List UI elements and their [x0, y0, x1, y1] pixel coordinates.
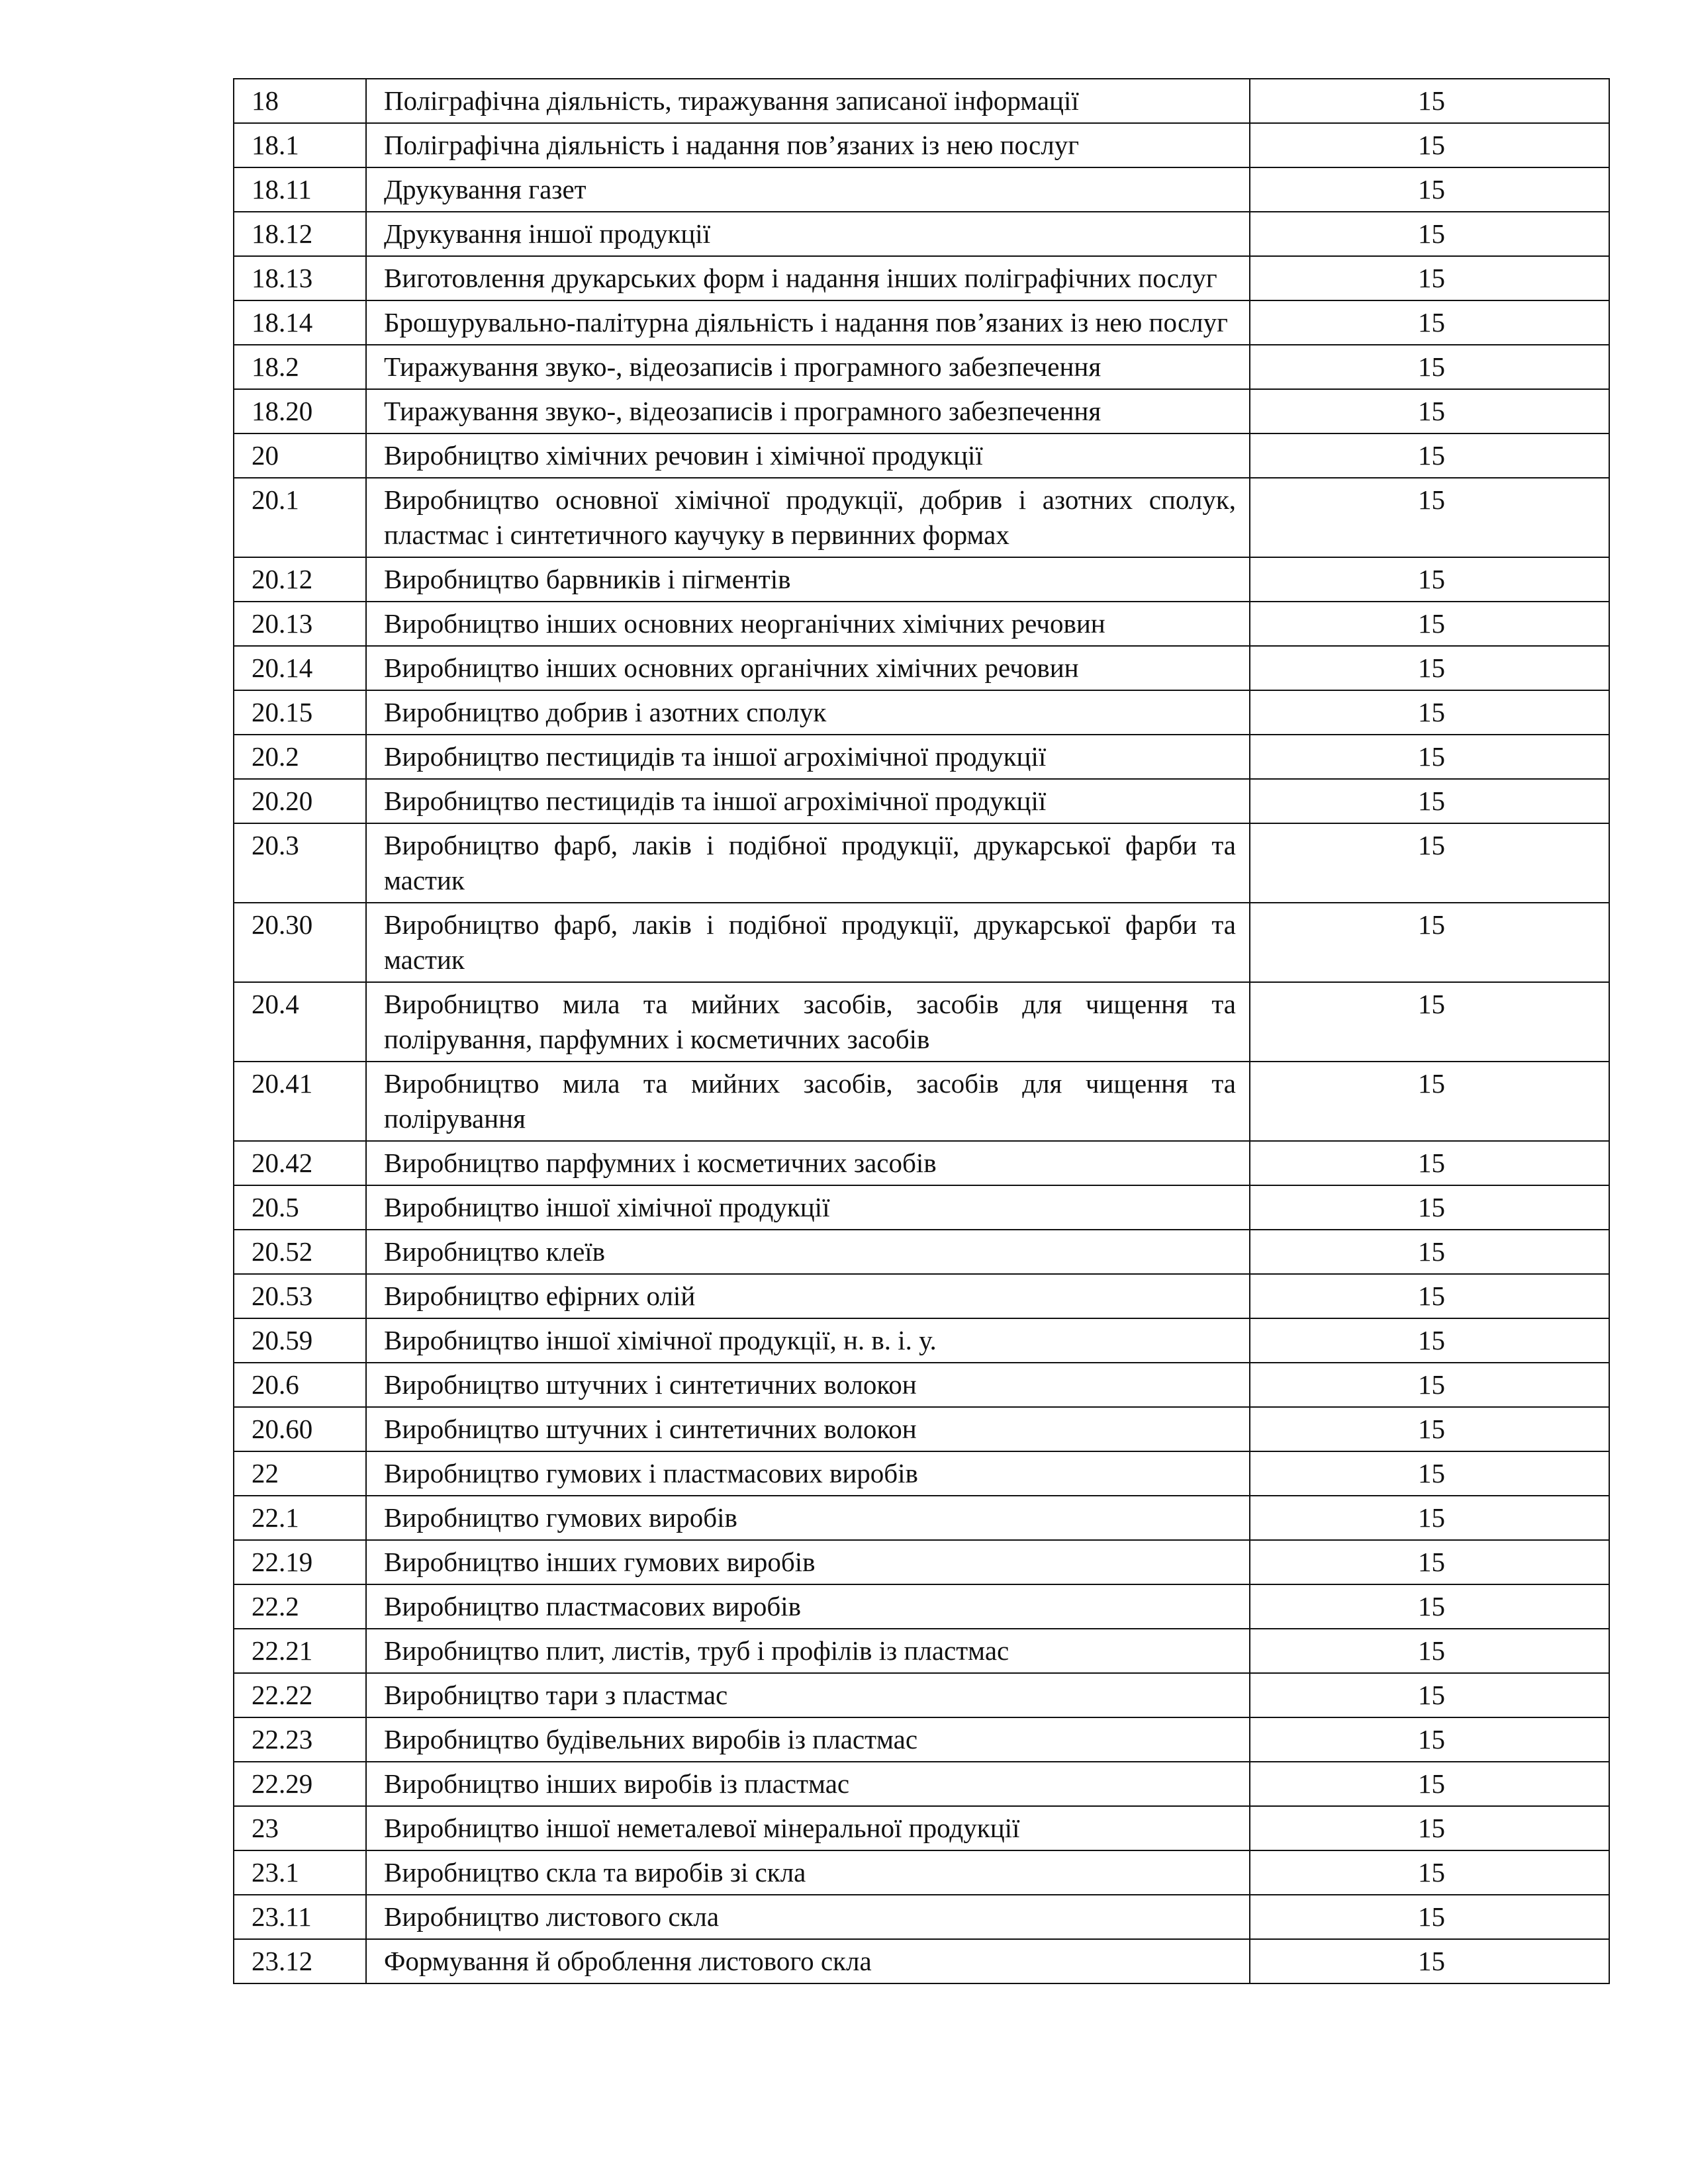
activity-name-cell: Виробництво клеїв — [366, 1230, 1250, 1274]
table-row — [234, 1141, 1609, 1185]
activity-name-cell: Виробництво хімічних речовин і хімічної продукції — [366, 433, 1250, 478]
activity-name-cell: Виготовлення друкарських форм і надання інших поліграфічних послуг — [366, 256, 1250, 300]
rate-cell: 15 — [1250, 602, 1609, 646]
table-row — [234, 903, 1609, 982]
table-row — [234, 1806, 1609, 1850]
activity-code-cell: 18.14 — [234, 300, 366, 345]
activity-code-cell: 20.5 — [234, 1185, 366, 1230]
activity-name-cell: Виробництво тари з пластмас — [366, 1673, 1250, 1717]
table-row — [234, 823, 1609, 903]
activity-code-cell: 22.19 — [234, 1540, 366, 1584]
table-row — [234, 1274, 1609, 1318]
activity-code-cell: 23.11 — [234, 1895, 366, 1939]
rate-cell: 15 — [1250, 1274, 1609, 1318]
table-row — [234, 1895, 1609, 1939]
table-row — [234, 256, 1609, 300]
rate-cell: 15 — [1250, 735, 1609, 779]
table-row — [234, 478, 1609, 557]
activity-code-cell: 22.1 — [234, 1496, 366, 1540]
activity-name-cell: Виробництво пестицидів та іншої агрохімічної продукції — [366, 779, 1250, 823]
activity-name-cell: Виробництво добрив і азотних сполук — [366, 690, 1250, 735]
table-row — [234, 1363, 1609, 1407]
rate-cell: 15 — [1250, 1496, 1609, 1540]
activity-code-cell: 18.1 — [234, 123, 366, 167]
activity-name-cell: Виробництво штучних і синтетичних волокон — [366, 1363, 1250, 1407]
activity-name-cell: Поліграфічна діяльність, тиражування записаної інформації — [366, 79, 1250, 123]
rate-cell: 15 — [1250, 1062, 1609, 1141]
activity-code-cell: 20.52 — [234, 1230, 366, 1274]
activity-code-cell: 20.14 — [234, 646, 366, 690]
activity-code-cell: 22.29 — [234, 1762, 366, 1806]
rate-cell: 15 — [1250, 1451, 1609, 1496]
activity-name-cell: Виробництво іншої неметалевої мінеральної продукції — [366, 1806, 1250, 1850]
table-row — [234, 557, 1609, 602]
activity-name-cell: Тиражування звуко-, відеозаписів і програмного забезпечення — [366, 345, 1250, 389]
activity-name-cell: Виробництво скла та виробів зі скла — [366, 1850, 1250, 1895]
activity-code-cell: 23 — [234, 1806, 366, 1850]
table-row — [234, 123, 1609, 167]
activity-name-cell: Тиражування звуко-, відеозаписів і програмного забезпечення — [366, 389, 1250, 433]
activity-name-cell: Виробництво іншої хімічної продукції, н. в. і. у. — [366, 1318, 1250, 1363]
activity-name-cell: Виробництво барвників і пігментів — [366, 557, 1250, 602]
activity-name-cell: Виробництво основної хімічної продукції, добрив і азотних сполук, пластмас і синтетичного каучуку в первинних формах — [366, 478, 1250, 557]
table-row — [234, 1185, 1609, 1230]
activity-name-cell: Друкування газет — [366, 167, 1250, 212]
table-row — [234, 1717, 1609, 1762]
activity-name-cell: Виробництво інших основних неорганічних хімічних речовин — [366, 602, 1250, 646]
activity-code-cell: 22.21 — [234, 1629, 366, 1673]
table-row — [234, 1496, 1609, 1540]
activity-name-cell: Виробництво плит, листів, труб і профілів із пластмас — [366, 1629, 1250, 1673]
activity-code-cell: 20 — [234, 433, 366, 478]
activity-code-cell: 22.23 — [234, 1717, 366, 1762]
activity-name-cell: Поліграфічна діяльність і надання пов’язаних із нею послуг — [366, 123, 1250, 167]
rate-cell: 15 — [1250, 557, 1609, 602]
activity-codes-table — [233, 78, 1610, 1984]
table-row — [234, 1762, 1609, 1806]
table-row — [234, 1540, 1609, 1584]
rate-cell: 15 — [1250, 1584, 1609, 1629]
table-row — [234, 646, 1609, 690]
table-row — [234, 1673, 1609, 1717]
activity-name-cell: Виробництво мила та мийних засобів, засобів для чищення та полірування — [366, 1062, 1250, 1141]
rate-cell: 15 — [1250, 982, 1609, 1062]
rate-cell: 15 — [1250, 1141, 1609, 1185]
table-row — [234, 1939, 1609, 1983]
activity-name-cell: Виробництво парфумних і косметичних засобів — [366, 1141, 1250, 1185]
activity-name-cell: Виробництво інших виробів із пластмас — [366, 1762, 1250, 1806]
table-body — [234, 79, 1609, 1983]
activity-code-cell: 22.22 — [234, 1673, 366, 1717]
table-row — [234, 167, 1609, 212]
activity-code-cell: 18.12 — [234, 212, 366, 256]
activity-name-cell: Виробництво пластмасових виробів — [366, 1584, 1250, 1629]
rate-cell: 15 — [1250, 433, 1609, 478]
activity-code-cell: 20.42 — [234, 1141, 366, 1185]
table-row — [234, 1850, 1609, 1895]
table-row — [234, 1451, 1609, 1496]
activity-code-cell: 18 — [234, 79, 366, 123]
activity-code-cell: 20.4 — [234, 982, 366, 1062]
rate-cell: 15 — [1250, 256, 1609, 300]
rate-cell: 15 — [1250, 1762, 1609, 1806]
table-row — [234, 300, 1609, 345]
rate-cell: 15 — [1250, 478, 1609, 557]
rate-cell: 15 — [1250, 646, 1609, 690]
rate-cell: 15 — [1250, 1895, 1609, 1939]
rate-cell: 15 — [1250, 690, 1609, 735]
activity-name-cell: Виробництво будівельних виробів із пластмас — [366, 1717, 1250, 1762]
rate-cell: 15 — [1250, 1540, 1609, 1584]
activity-code-cell: 20.60 — [234, 1407, 366, 1451]
activity-code-cell: 20.12 — [234, 557, 366, 602]
rate-cell: 15 — [1250, 212, 1609, 256]
table-row — [234, 982, 1609, 1062]
table-row — [234, 1584, 1609, 1629]
rate-cell: 15 — [1250, 823, 1609, 903]
activity-name-cell: Виробництво пестицидів та іншої агрохімічної продукції — [366, 735, 1250, 779]
activity-name-cell: Виробництво ефірних олій — [366, 1274, 1250, 1318]
table-row — [234, 779, 1609, 823]
activity-code-cell: 22 — [234, 1451, 366, 1496]
table-row — [234, 433, 1609, 478]
table-row — [234, 735, 1609, 779]
rate-cell: 15 — [1250, 1318, 1609, 1363]
activity-code-cell: 18.2 — [234, 345, 366, 389]
activity-name-cell: Виробництво фарб, лаків і подібної продукції, друкарської фарби та мастик — [366, 903, 1250, 982]
activity-code-cell: 20.1 — [234, 478, 366, 557]
table-row — [234, 1062, 1609, 1141]
rate-cell: 15 — [1250, 903, 1609, 982]
rate-cell: 15 — [1250, 345, 1609, 389]
activity-code-cell: 18.13 — [234, 256, 366, 300]
rate-cell: 15 — [1250, 1407, 1609, 1451]
rate-cell: 15 — [1250, 1185, 1609, 1230]
activity-code-cell: 20.30 — [234, 903, 366, 982]
activity-name-cell: Виробництво гумових і пластмасових виробів — [366, 1451, 1250, 1496]
rate-cell: 15 — [1250, 1850, 1609, 1895]
activity-name-cell: Друкування іншої продукції — [366, 212, 1250, 256]
rate-cell: 15 — [1250, 779, 1609, 823]
rate-cell: 15 — [1250, 123, 1609, 167]
activity-code-cell: 20.2 — [234, 735, 366, 779]
activity-code-cell: 18.11 — [234, 167, 366, 212]
rate-cell: 15 — [1250, 1673, 1609, 1717]
activity-name-cell: Виробництво штучних і синтетичних волокон — [366, 1407, 1250, 1451]
table-row — [234, 1407, 1609, 1451]
rate-cell: 15 — [1250, 1939, 1609, 1983]
rate-cell: 15 — [1250, 300, 1609, 345]
table-row — [234, 1629, 1609, 1673]
activity-code-cell: 20.53 — [234, 1274, 366, 1318]
activity-name-cell: Виробництво мила та мийних засобів, засобів для чищення та полірування, парфумних і косметичних засобів — [366, 982, 1250, 1062]
activity-name-cell: Виробництво інших гумових виробів — [366, 1540, 1250, 1584]
activity-name-cell: Виробництво гумових виробів — [366, 1496, 1250, 1540]
activity-code-cell: 23.12 — [234, 1939, 366, 1983]
activity-name-cell: Виробництво іншої хімічної продукції — [366, 1185, 1250, 1230]
rate-cell: 15 — [1250, 1629, 1609, 1673]
rate-cell: 15 — [1250, 79, 1609, 123]
activity-code-cell: 20.13 — [234, 602, 366, 646]
activity-name-cell: Виробництво листового скла — [366, 1895, 1250, 1939]
table-row — [234, 1318, 1609, 1363]
rate-cell: 15 — [1250, 1717, 1609, 1762]
activity-name-cell: Брошурувально-палітурна діяльність і надання пов’язаних із нею послуг — [366, 300, 1250, 345]
activity-code-cell: 18.20 — [234, 389, 366, 433]
rate-cell: 15 — [1250, 167, 1609, 212]
activity-code-cell: 20.20 — [234, 779, 366, 823]
table-row — [234, 602, 1609, 646]
table-row — [234, 690, 1609, 735]
activity-name-cell: Виробництво інших основних органічних хімічних речовин — [366, 646, 1250, 690]
rate-cell: 15 — [1250, 1363, 1609, 1407]
table-row — [234, 345, 1609, 389]
table-row — [234, 212, 1609, 256]
activity-code-cell: 20.6 — [234, 1363, 366, 1407]
activity-code-cell: 23.1 — [234, 1850, 366, 1895]
rate-cell: 15 — [1250, 389, 1609, 433]
activity-code-cell: 20.59 — [234, 1318, 366, 1363]
activity-code-cell: 20.41 — [234, 1062, 366, 1141]
table-row — [234, 1230, 1609, 1274]
activity-code-cell: 22.2 — [234, 1584, 366, 1629]
activity-code-cell: 20.3 — [234, 823, 366, 903]
table-row — [234, 389, 1609, 433]
rate-cell: 15 — [1250, 1230, 1609, 1274]
activity-name-cell: Формування й оброблення листового скла — [366, 1939, 1250, 1983]
table-row — [234, 79, 1609, 123]
rate-cell: 15 — [1250, 1806, 1609, 1850]
activity-code-cell: 20.15 — [234, 690, 366, 735]
activity-name-cell: Виробництво фарб, лаків і подібної продукції, друкарської фарби та мастик — [366, 823, 1250, 903]
